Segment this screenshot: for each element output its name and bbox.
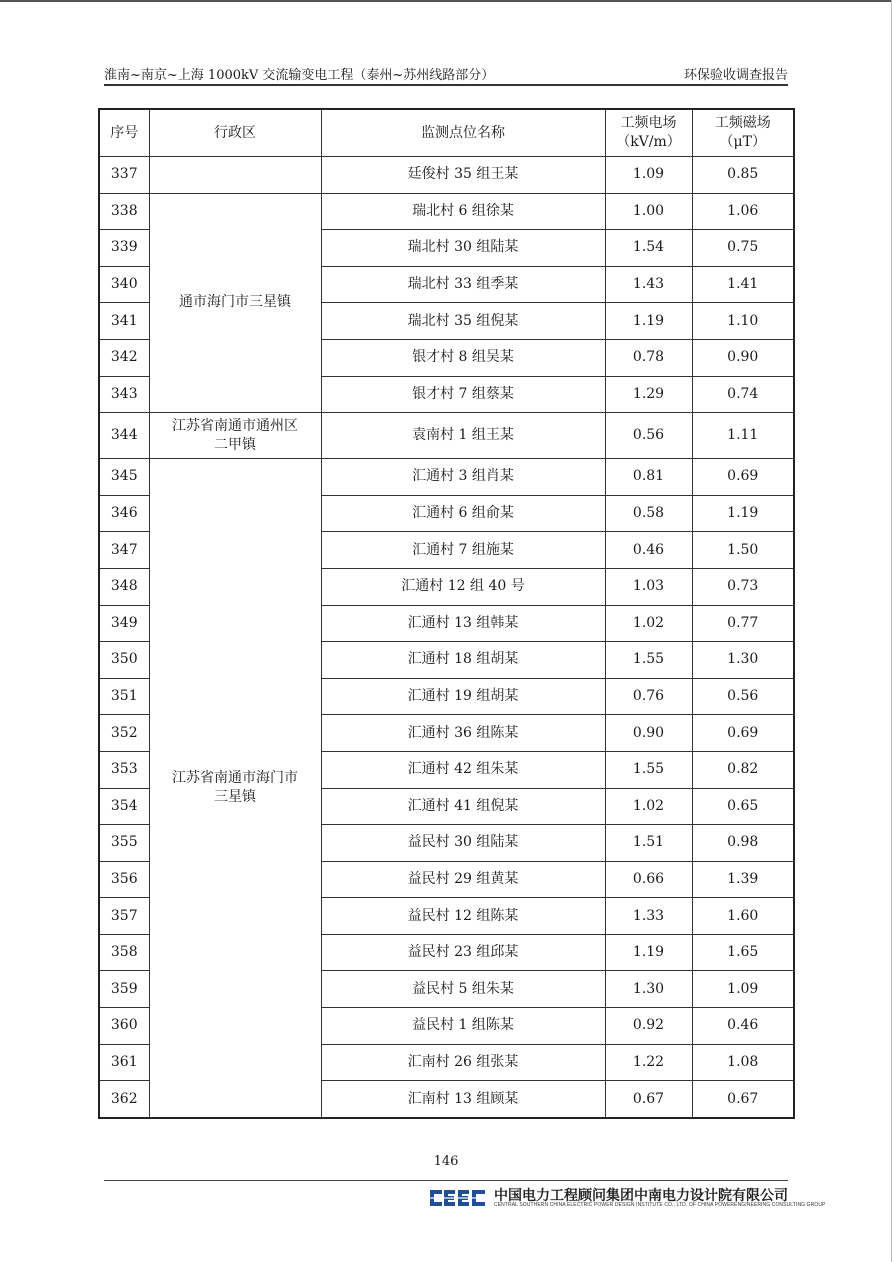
table-row xyxy=(99,157,794,194)
district-line-1: 江苏省南通市通州区 xyxy=(172,417,298,434)
cell-point-name: 瑞北村 30 组陆某 xyxy=(321,230,605,267)
cell-magnetic-field: 0.67 xyxy=(692,1081,794,1118)
cell-point-name: 廷俊村 35 组王某 xyxy=(321,157,605,194)
table-row xyxy=(99,413,794,459)
cell-point-name: 汇通村 6 组俞某 xyxy=(321,495,605,532)
cell-seq: 341 xyxy=(99,303,149,340)
cell-seq: 351 xyxy=(99,678,149,715)
cell-magnetic-field: 1.11 xyxy=(692,413,794,459)
cell-magnetic-field: 0.98 xyxy=(692,825,794,862)
cell-seq: 349 xyxy=(99,605,149,642)
cell-magnetic-field: 1.06 xyxy=(692,193,794,230)
cell-electric-field: 1.19 xyxy=(605,934,692,971)
cell-seq: 340 xyxy=(99,266,149,303)
cell-seq: 346 xyxy=(99,495,149,532)
cell-seq: 344 xyxy=(99,413,149,459)
cell-electric-field: 0.78 xyxy=(605,339,692,376)
cell-magnetic-field: 0.73 xyxy=(692,568,794,605)
cell-magnetic-field: 1.19 xyxy=(692,495,794,532)
cell-electric-field: 1.33 xyxy=(605,898,692,935)
cell-electric-field: 1.55 xyxy=(605,642,692,679)
cell-seq: 352 xyxy=(99,715,149,752)
cell-point-name: 益民村 12 组陈某 xyxy=(321,898,605,935)
footer-rule xyxy=(104,1180,788,1181)
cell-electric-field: 0.58 xyxy=(605,495,692,532)
cell-point-name: 益民村 29 组黄某 xyxy=(321,861,605,898)
cell-magnetic-field: 0.82 xyxy=(692,751,794,788)
cell-seq: 362 xyxy=(99,1081,149,1118)
cell-point-name: 汇通村 7 组施某 xyxy=(321,532,605,569)
cell-magnetic-field: 0.77 xyxy=(692,605,794,642)
cell-seq: 343 xyxy=(99,376,149,413)
page-header xyxy=(104,62,788,84)
cell-electric-field: 1.00 xyxy=(605,193,692,230)
header-electric-field-title: 工频电场 xyxy=(620,115,677,131)
cell-point-name: 瑞北村 6 组徐某 xyxy=(321,193,605,230)
cell-district xyxy=(149,413,321,459)
header-rule xyxy=(104,84,788,86)
cell-magnetic-field: 0.90 xyxy=(692,339,794,376)
cell-electric-field: 0.90 xyxy=(605,715,692,752)
cell-district xyxy=(149,459,321,1118)
cell-magnetic-field: 0.75 xyxy=(692,230,794,267)
cell-seq: 342 xyxy=(99,339,149,376)
cell-magnetic-field: 1.09 xyxy=(692,971,794,1008)
cell-point-name: 汇南村 13 组顾某 xyxy=(321,1081,605,1118)
cell-point-name: 益民村 30 组陆某 xyxy=(321,825,605,862)
cell-point-name: 汇通村 19 组胡某 xyxy=(321,678,605,715)
cell-electric-field: 1.19 xyxy=(605,303,692,340)
cell-seq: 350 xyxy=(99,642,149,679)
cell-electric-field: 1.29 xyxy=(605,376,692,413)
page-number: 146 xyxy=(433,1154,459,1169)
cell-electric-field: 1.02 xyxy=(605,605,692,642)
cell-electric-field: 0.56 xyxy=(605,413,692,459)
header-magnetic-field xyxy=(692,109,794,157)
cell-point-name: 汇通村 3 组肖某 xyxy=(321,459,605,496)
cell-point-name: 汇通村 13 组韩某 xyxy=(321,605,605,642)
cell-district xyxy=(149,157,321,194)
cell-point-name: 汇通村 41 组倪某 xyxy=(321,788,605,825)
cell-electric-field: 0.66 xyxy=(605,861,692,898)
cell-magnetic-field: 0.69 xyxy=(692,715,794,752)
cell-magnetic-field: 1.30 xyxy=(692,642,794,679)
table-body xyxy=(99,157,794,1118)
cell-magnetic-field: 1.60 xyxy=(692,898,794,935)
cell-electric-field: 0.67 xyxy=(605,1081,692,1118)
header-electric-field-unit: （kV/m） xyxy=(616,134,681,150)
cell-seq: 353 xyxy=(99,751,149,788)
cell-point-name: 汇通村 12 组 40 号 xyxy=(321,568,605,605)
cell-point-name: 汇通村 18 组胡某 xyxy=(321,642,605,679)
cell-electric-field: 1.51 xyxy=(605,825,692,862)
header-point-name: 监测点位名称 xyxy=(321,109,605,157)
cell-district xyxy=(149,193,321,413)
cell-seq: 361 xyxy=(99,1044,149,1081)
cell-magnetic-field: 0.56 xyxy=(692,678,794,715)
cell-electric-field: 1.03 xyxy=(605,568,692,605)
table-header-row xyxy=(99,109,794,157)
cell-point-name: 银才村 7 组蔡某 xyxy=(321,376,605,413)
cell-seq: 338 xyxy=(99,193,149,230)
district-line-2: 二甲镇 xyxy=(214,436,256,453)
cell-point-name: 瑞北村 33 组季某 xyxy=(321,266,605,303)
cell-seq: 360 xyxy=(99,1008,149,1045)
cell-point-name: 银才村 8 组吴某 xyxy=(321,339,605,376)
cell-seq: 348 xyxy=(99,568,149,605)
cell-point-name: 汇南村 26 组张某 xyxy=(321,1044,605,1081)
cell-electric-field: 1.55 xyxy=(605,751,692,788)
cell-electric-field: 1.54 xyxy=(605,230,692,267)
cell-point-name: 袁南村 1 组王某 xyxy=(321,413,605,459)
table-row xyxy=(99,459,794,496)
cell-electric-field: 0.76 xyxy=(605,678,692,715)
header-magnetic-field-unit: （μT） xyxy=(719,134,766,150)
cell-magnetic-field: 1.10 xyxy=(692,303,794,340)
district-line-2: 三星镇 xyxy=(214,789,256,805)
cell-magnetic-field: 1.41 xyxy=(692,266,794,303)
cell-seq: 355 xyxy=(99,825,149,862)
cell-seq: 354 xyxy=(99,788,149,825)
district-line-1: 通市海门市三星镇 xyxy=(179,294,291,311)
company-name-chinese: 中国电力工程顾问集团中南电力设计院有限公司 xyxy=(494,1188,788,1204)
cell-magnetic-field: 1.39 xyxy=(692,861,794,898)
cell-magnetic-field: 0.65 xyxy=(692,788,794,825)
header-magnetic-field-title: 工频磁场 xyxy=(714,115,771,131)
cell-seq: 358 xyxy=(99,934,149,971)
cell-seq: 345 xyxy=(99,459,149,496)
cell-seq: 356 xyxy=(99,861,149,898)
header-report-title: 环保验收调查报告 xyxy=(683,68,788,83)
cell-electric-field: 0.81 xyxy=(605,459,692,496)
page-top-edge xyxy=(0,0,892,2)
cell-magnetic-field: 1.65 xyxy=(692,934,794,971)
cell-point-name: 益民村 1 组陈某 xyxy=(321,1008,605,1045)
cell-magnetic-field: 1.08 xyxy=(692,1044,794,1081)
cell-seq: 337 xyxy=(99,157,149,194)
cell-electric-field: 0.46 xyxy=(605,532,692,569)
company-name-english: CENTRAL SOUTHERN CHINA ELECTRIC POWER DESIGN INSTITUTE CO., LTD. OF CHINA POWERENGINEERING CONSULTING GROUP xyxy=(494,1202,826,1208)
cell-magnetic-field: 0.69 xyxy=(692,459,794,496)
cell-seq: 339 xyxy=(99,230,149,267)
cell-seq: 357 xyxy=(99,898,149,935)
ceec-logo-icon xyxy=(428,1186,488,1210)
cell-magnetic-field: 1.50 xyxy=(692,532,794,569)
header-project-title: 淮南~南京~上海 1000kV 交流输变电工程（泰州~苏州线路部分） xyxy=(104,68,495,83)
header-district: 行政区 xyxy=(149,109,321,157)
cell-electric-field: 0.92 xyxy=(605,1008,692,1045)
cell-magnetic-field: 0.74 xyxy=(692,376,794,413)
cell-point-name: 汇通村 36 组陈某 xyxy=(321,715,605,752)
cell-seq: 359 xyxy=(99,971,149,1008)
header-seq: 序号 xyxy=(99,109,149,157)
cell-magnetic-field: 0.46 xyxy=(692,1008,794,1045)
cell-seq: 347 xyxy=(99,532,149,569)
cell-electric-field: 1.43 xyxy=(605,266,692,303)
table-row xyxy=(99,193,794,230)
cell-magnetic-field: 0.85 xyxy=(692,157,794,194)
cell-electric-field: 1.22 xyxy=(605,1044,692,1081)
cell-electric-field: 1.02 xyxy=(605,788,692,825)
cell-point-name: 益民村 5 组朱某 xyxy=(321,971,605,1008)
cell-electric-field: 1.09 xyxy=(605,157,692,194)
cell-point-name: 瑞北村 35 组倪某 xyxy=(321,303,605,340)
monitoring-table xyxy=(98,108,795,1119)
district-line-1: 江苏省南通市海门市 xyxy=(172,770,298,786)
cell-point-name: 益民村 23 组邱某 xyxy=(321,934,605,971)
cell-point-name: 汇通村 42 组朱某 xyxy=(321,751,605,788)
cell-electric-field: 1.30 xyxy=(605,971,692,1008)
header-electric-field xyxy=(605,109,692,157)
